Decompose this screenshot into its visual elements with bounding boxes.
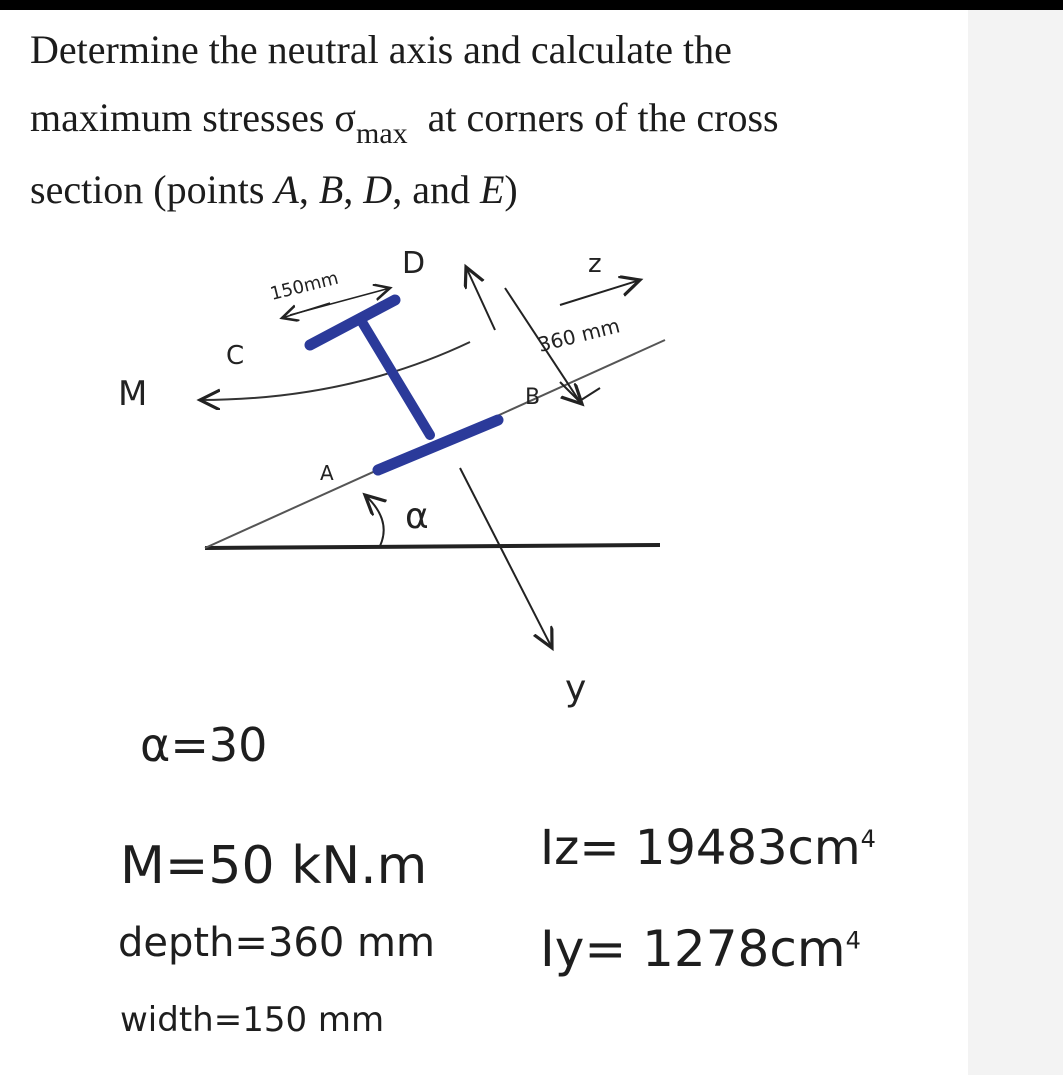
point-a-label: A: [320, 461, 334, 485]
bottom-flange: [378, 420, 498, 470]
width-label: 150mm: [268, 267, 341, 305]
problem-statement: [30, 16, 960, 224]
z-axis-label: z: [588, 249, 602, 279]
iy-value: [540, 920, 861, 978]
problem-text: ): [504, 167, 518, 212]
problem-line-1: [30, 16, 960, 84]
iz-exponent: 4: [860, 825, 876, 853]
point-d-ref: D: [363, 167, 393, 212]
angle-arc: [365, 495, 384, 546]
side-margin: [968, 10, 1063, 1075]
iz-text: Iz= 19483cm: [540, 820, 861, 876]
problem-text: and: [412, 167, 470, 212]
sigma-subscript: max: [355, 117, 408, 150]
problem-line-2: [30, 84, 960, 156]
y-axis-label: y: [565, 668, 587, 709]
horizontal-reference-line: [205, 545, 660, 548]
y-axis-line: [460, 468, 552, 648]
problem-text: at corners of the cross: [427, 95, 779, 140]
point-a-ref: A: [274, 167, 299, 212]
depth-value: depth=360 mm: [118, 920, 435, 966]
point-b-ref: B: [318, 167, 344, 212]
problem-line-3: section (points A, B, D, and E): [30, 167, 518, 212]
problem-text: Determine the neutral axis and calculate the: [30, 27, 732, 72]
problem-text: section (points: [30, 167, 275, 212]
z-axis-line: [560, 280, 640, 305]
iy-text: Iy= 1278cm: [540, 920, 846, 978]
point-d-label: D: [402, 246, 426, 281]
alpha-label: α: [405, 496, 429, 537]
problem-text: maximum stresses: [30, 95, 335, 140]
depth-label: 360 mm: [535, 313, 623, 357]
point-b-label: B: [525, 385, 541, 410]
sigma-symbol: σ: [334, 95, 356, 140]
point-c-label: C: [226, 341, 245, 371]
b-arrow: [578, 388, 600, 402]
iz-value: [540, 820, 876, 876]
moment-label: M: [118, 374, 148, 414]
alpha-value: α=30: [140, 718, 268, 772]
width-value: width=150 mm: [120, 1000, 385, 1040]
depth-upper-arrow: [466, 267, 495, 330]
iy-exponent: 4: [845, 926, 861, 955]
moment-value: M=50 kN.m: [120, 836, 428, 896]
width-dimension-arrow-left: [282, 303, 330, 318]
i-beam-section: [310, 300, 498, 470]
top-border: [0, 0, 1063, 10]
point-e-ref: E: [479, 167, 505, 212]
